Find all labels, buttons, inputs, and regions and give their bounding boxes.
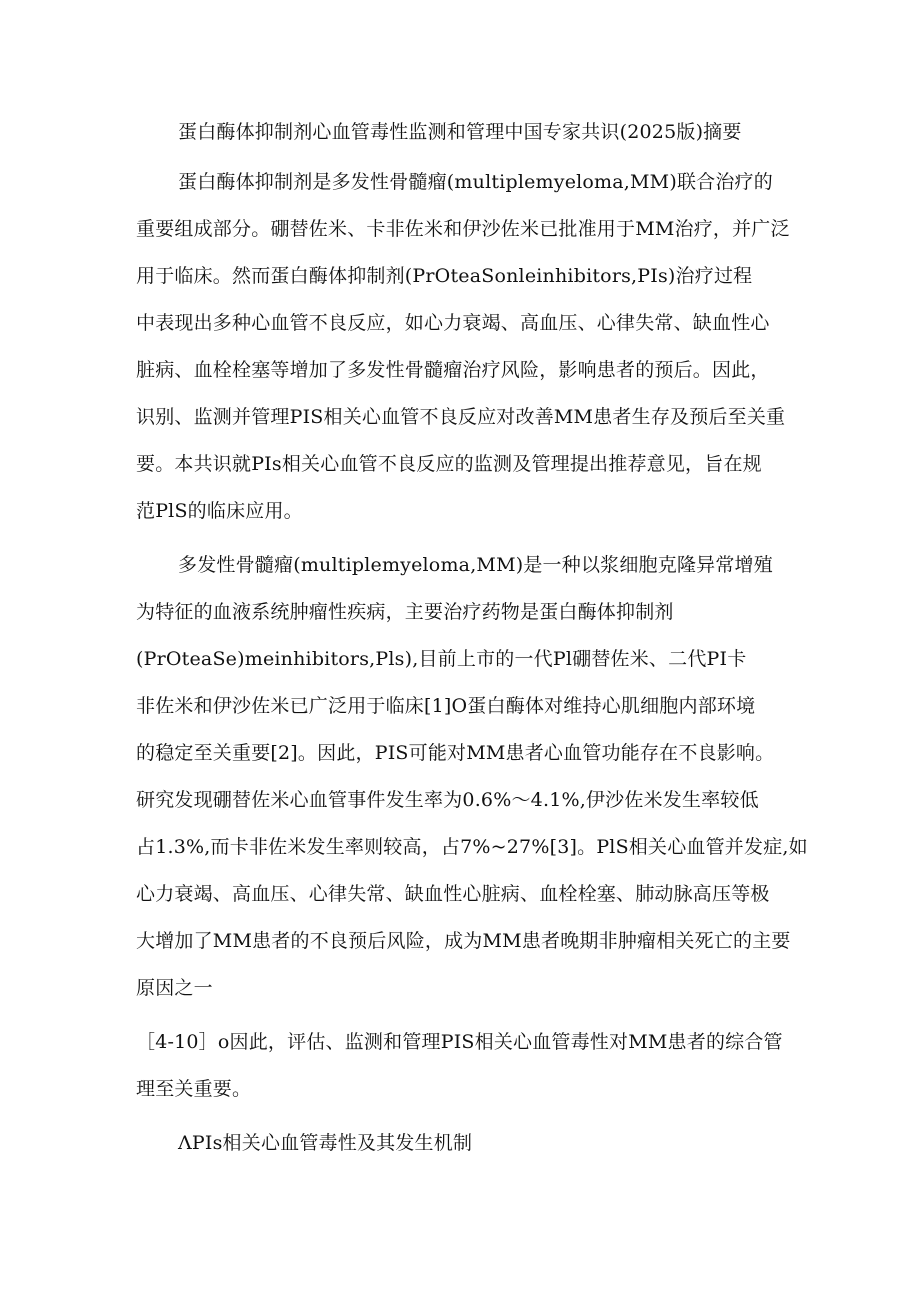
paragraph-line: 大增加了MM患者的不良预后风险，成为MM患者晚期非肿瘤相关死亡的主要 (136, 930, 791, 952)
paragraph-line: 脏病、血栓栓塞等增加了多发性骨髓瘤治疗风险，影响患者的预后。因此， (136, 359, 770, 381)
paragraph-line: 心力衰竭、高血压、心律失常、缺血性心脏病、血栓栓塞、肺动脉高压等极 (136, 883, 770, 905)
paragraph-line: 重要组成部分。硼替佐米、卡非佐米和伊沙佐米已批准用于MM治疗，并广泛 (136, 218, 790, 240)
document-title: 蛋白酶体抑制剂心血管毒性监测和管理中国专家共识(2025版)摘要 (178, 121, 742, 143)
paragraph-line: 的稳定至关重要[2]。因此，PIS可能对MM患者心血管功能存在不良影响。 (136, 742, 775, 764)
paragraph-line: 为特征的血液系统肿瘤性疾病，主要治疗药物是蛋白酶体抑制剂 (136, 601, 674, 623)
paragraph-line: 范PlS的临床应用。 (136, 500, 303, 522)
paragraph-line: 蛋白酶体抑制剂是多发性骨髓瘤(multiplemyeloma,MM)联合治疗的 (178, 171, 773, 193)
paragraph-line: 要。本共识就PIs相关心血管不良反应的监测及管理提出推荐意见，旨在规 (136, 453, 762, 475)
paragraph-line: ［4-10］o因此，评估、监测和管理PIS相关心血管毒性对MM患者的综合管 (136, 1031, 783, 1053)
paragraph-line: 原因之一 (136, 977, 213, 999)
paragraph-line: 识别、监测并管理PIS相关心血管不良反应对改善MM患者生存及预后至关重 (136, 406, 786, 428)
section-heading: ΛPIs相关心血管毒性及其发生机制 (178, 1132, 473, 1154)
paragraph-line: 多发性骨髓瘤(multiplemyeloma,MM)是一种以浆细胞克隆异常增殖 (178, 554, 773, 576)
paragraph-line: 理至关重要。 (136, 1078, 252, 1100)
paragraph-line: 占1.3%,而卡非佐米发生率则较高，占7%~27%[3]。PlS相关心血管并发症,如 (136, 836, 808, 858)
paragraph-line: 非佐米和伊沙佐米已广泛用于临床[1]O蛋白酶体对维持心肌细胞内部环境 (136, 695, 756, 717)
paragraph-line: 中表现出多种心血管不良反应，如心力衰竭、高血压、心律失常、缺血性心 (136, 312, 770, 334)
paragraph-line: 研究发现硼替佐米心血管事件发生率为0.6%～4.1%,伊沙佐米发生率较低 (136, 789, 759, 811)
paragraph-line: 用于临床。然而蛋白酶体抑制剂(PrOteaSonleinhibitors,PIs)治疗过程 (136, 265, 753, 287)
paragraph-line: (PrOteaSe)meinhibitors,Pls),目前上市的一代Pl硼替佐米、二代PI卡 (136, 648, 747, 670)
